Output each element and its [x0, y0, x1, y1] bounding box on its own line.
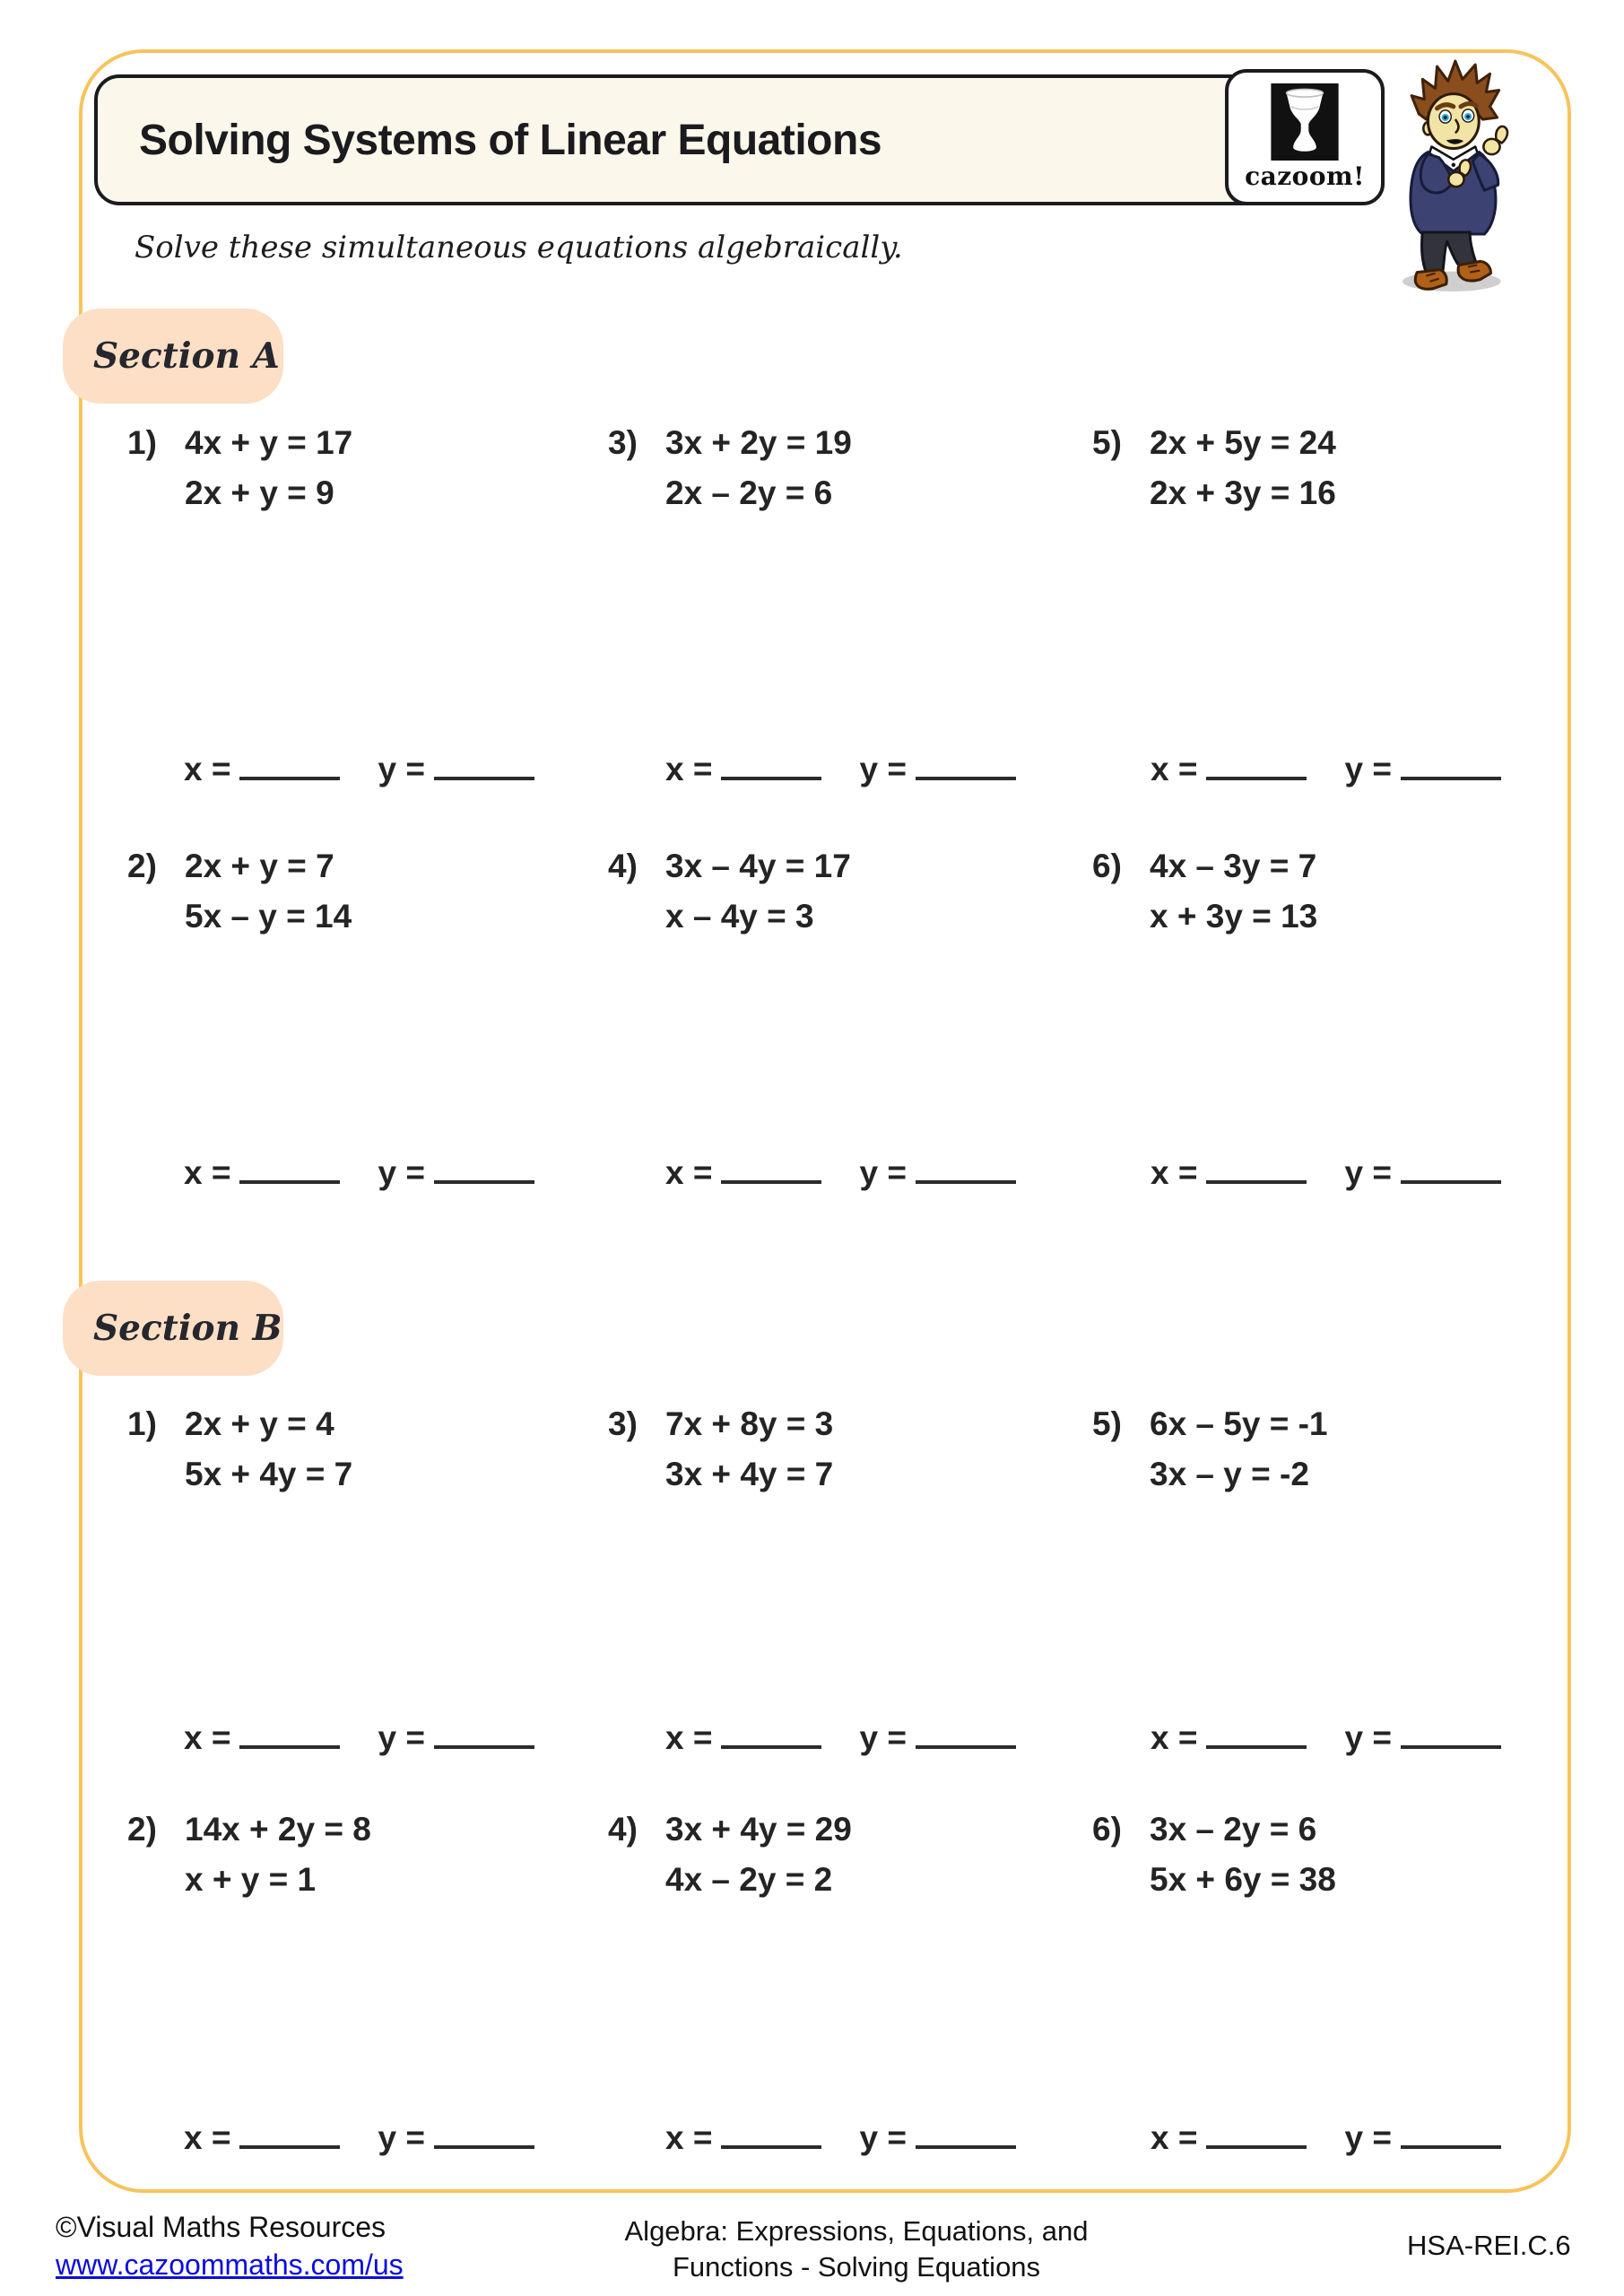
copyright-text: ©Visual Maths Resources — [56, 2211, 386, 2243]
y-equals-label: y = — [378, 751, 425, 787]
answer-blank-line — [1401, 2113, 1501, 2149]
equation-line-1: 2x + y = 4 — [185, 1405, 334, 1442]
instruction-text: Solve these simultaneous equations algebraically. — [135, 230, 903, 265]
problem-number: 1) — [127, 1405, 157, 1442]
x-equals-label: x = — [665, 751, 713, 787]
section-a-label — [63, 309, 283, 404]
problem-b2 — [127, 1805, 371, 1905]
category-text — [498, 2213, 1215, 2285]
y-equals-label: y = — [859, 2119, 907, 2156]
problem-number: 6) — [1092, 848, 1122, 884]
equation-line-2: 2x – 2y = 6 — [665, 474, 833, 511]
equation-line-2: 3x – y = -2 — [1150, 1456, 1309, 1492]
equation-line-2: x + 3y = 13 — [1150, 898, 1318, 935]
answer-blank-group — [665, 2113, 1016, 2157]
x-equals-label: x = — [665, 1154, 713, 1191]
y-equals-label: y = — [1344, 1154, 1392, 1191]
answer-blank-line — [434, 2113, 534, 2149]
x-equals-label: x = — [665, 2119, 713, 2156]
equation-line-2: 2x + 3y = 16 — [1150, 474, 1336, 511]
section-a-label-text: Section A — [93, 335, 280, 377]
section-b-label-text: Section B — [93, 1308, 282, 1349]
x-equals-label: x = — [184, 2119, 231, 2156]
y-equals-label: y = — [378, 1154, 425, 1191]
equation-line-1: 3x + 4y = 29 — [665, 1811, 852, 1848]
answer-blank-line — [1206, 744, 1307, 780]
answer-blank-line — [434, 1148, 534, 1184]
problem-a6 — [1092, 841, 1317, 942]
answer-blank-group — [184, 744, 534, 788]
answer-blank-line — [721, 2113, 821, 2149]
answer-blank-group — [1151, 1148, 1501, 1192]
problem-a1 — [127, 418, 352, 518]
equation-line-1: 2x + y = 7 — [185, 848, 334, 884]
equation-line-1: 3x – 4y = 17 — [665, 848, 851, 884]
y-equals-label: y = — [859, 751, 907, 787]
y-equals-label: y = — [378, 2119, 425, 2156]
x-equals-label: x = — [184, 751, 231, 787]
problem-a5 — [1092, 418, 1336, 518]
answer-blank-line — [916, 2113, 1016, 2149]
problem-b3 — [608, 1399, 833, 1500]
problem-b6 — [1092, 1805, 1336, 1905]
problem-number: 1) — [127, 424, 157, 461]
answer-blank-line — [721, 1148, 821, 1184]
equation-line-2: x – 4y = 3 — [665, 898, 814, 935]
answer-blank-line — [721, 744, 821, 780]
answer-blank-line — [1206, 1713, 1307, 1749]
logo-text: cazoom! — [1245, 161, 1365, 191]
answer-blank-line — [434, 744, 534, 780]
x-equals-label: x = — [665, 1719, 713, 1756]
answer-blank-group — [1151, 2113, 1501, 2157]
problem-number: 4) — [608, 848, 638, 884]
category-line-1: Algebra: Expressions, Equations, and — [624, 2215, 1089, 2247]
equation-line-1: 3x + 2y = 19 — [665, 424, 852, 461]
equation-line-1: 2x + 5y = 24 — [1150, 424, 1336, 461]
x-equals-label: x = — [184, 1719, 231, 1756]
problem-b1 — [127, 1399, 352, 1500]
y-equals-label: y = — [859, 1719, 907, 1756]
answer-blank-group — [665, 1148, 1016, 1192]
x-equals-label: x = — [1151, 1719, 1198, 1756]
problem-a3 — [608, 418, 852, 518]
answer-blank-group — [1151, 744, 1501, 788]
cazoom-logo — [1225, 69, 1385, 205]
problem-number: 4) — [608, 1811, 638, 1848]
answer-blank-line — [239, 1148, 340, 1184]
problem-number: 6) — [1092, 1811, 1122, 1848]
drum-icon — [1271, 83, 1339, 161]
answer-blank-group — [665, 744, 1016, 788]
mascot-boy-illustration — [1393, 56, 1534, 294]
answer-blank-line — [1401, 1713, 1501, 1749]
equation-line-2: 4x – 2y = 2 — [665, 1861, 833, 1898]
section-b-label — [63, 1281, 283, 1376]
problem-number: 5) — [1092, 424, 1122, 461]
x-equals-label: x = — [184, 1154, 231, 1191]
answer-blank-line — [1401, 1148, 1501, 1184]
answer-blank-line — [721, 1713, 821, 1749]
page-title: Solving Systems of Linear Equations — [139, 116, 882, 164]
x-equals-label: x = — [1151, 1154, 1198, 1191]
problem-number: 2) — [127, 848, 157, 884]
x-equals-label: x = — [1151, 751, 1198, 787]
website-link[interactable]: www.cazoommaths.com/us — [56, 2248, 404, 2281]
category-line-2: Functions - Solving Equations — [672, 2251, 1041, 2283]
answer-blank-group — [665, 1713, 1016, 1757]
equation-line-1: 14x + 2y = 8 — [185, 1811, 371, 1848]
answer-blank-group — [1151, 1713, 1501, 1757]
y-equals-label: y = — [1344, 1719, 1392, 1756]
answer-blank-group — [184, 2113, 534, 2157]
answer-blank-line — [916, 744, 1016, 780]
y-equals-label: y = — [859, 1154, 907, 1191]
equation-line-2: x + y = 1 — [185, 1861, 317, 1898]
equation-line-2: 3x + 4y = 7 — [665, 1456, 834, 1492]
answer-blank-line — [239, 1713, 340, 1749]
equation-line-1: 4x – 3y = 7 — [1150, 848, 1317, 884]
x-equals-label: x = — [1151, 2119, 1198, 2156]
problem-b5 — [1092, 1399, 1328, 1500]
y-equals-label: y = — [378, 1719, 425, 1756]
problem-a2 — [127, 841, 352, 942]
answer-blank-line — [239, 2113, 340, 2149]
equation-line-1: 6x – 5y = -1 — [1150, 1405, 1328, 1442]
problem-b4 — [608, 1805, 852, 1905]
problem-a4 — [608, 841, 851, 942]
y-equals-label: y = — [1344, 751, 1392, 787]
title-box — [94, 74, 1342, 205]
equation-line-2: 5x + 6y = 38 — [1150, 1861, 1336, 1898]
y-equals-label: y = — [1344, 2119, 1392, 2156]
problem-number: 5) — [1092, 1405, 1122, 1442]
answer-blank-line — [434, 1713, 534, 1749]
equation-line-2: 2x + y = 9 — [185, 474, 334, 511]
answer-blank-line — [239, 744, 340, 780]
answer-blank-line — [1401, 744, 1501, 780]
answer-blank-line — [916, 1148, 1016, 1184]
equation-line-1: 3x – 2y = 6 — [1150, 1811, 1317, 1848]
answer-blank-line — [916, 1713, 1016, 1749]
equation-line-1: 7x + 8y = 3 — [665, 1405, 834, 1442]
answer-blank-group — [184, 1148, 534, 1192]
equation-line-2: 5x – y = 14 — [185, 898, 352, 935]
problem-number: 3) — [608, 1405, 638, 1442]
equation-line-1: 4x + y = 17 — [185, 424, 353, 461]
problem-number: 2) — [127, 1811, 157, 1848]
answer-blank-line — [1206, 2113, 1307, 2149]
answer-blank-line — [1206, 1148, 1307, 1184]
equation-line-2: 5x + 4y = 7 — [185, 1456, 353, 1492]
standard-code: HSA-REI.C.6 — [1407, 2230, 1571, 2261]
answer-blank-group — [184, 1713, 534, 1757]
problem-number: 3) — [608, 424, 638, 461]
